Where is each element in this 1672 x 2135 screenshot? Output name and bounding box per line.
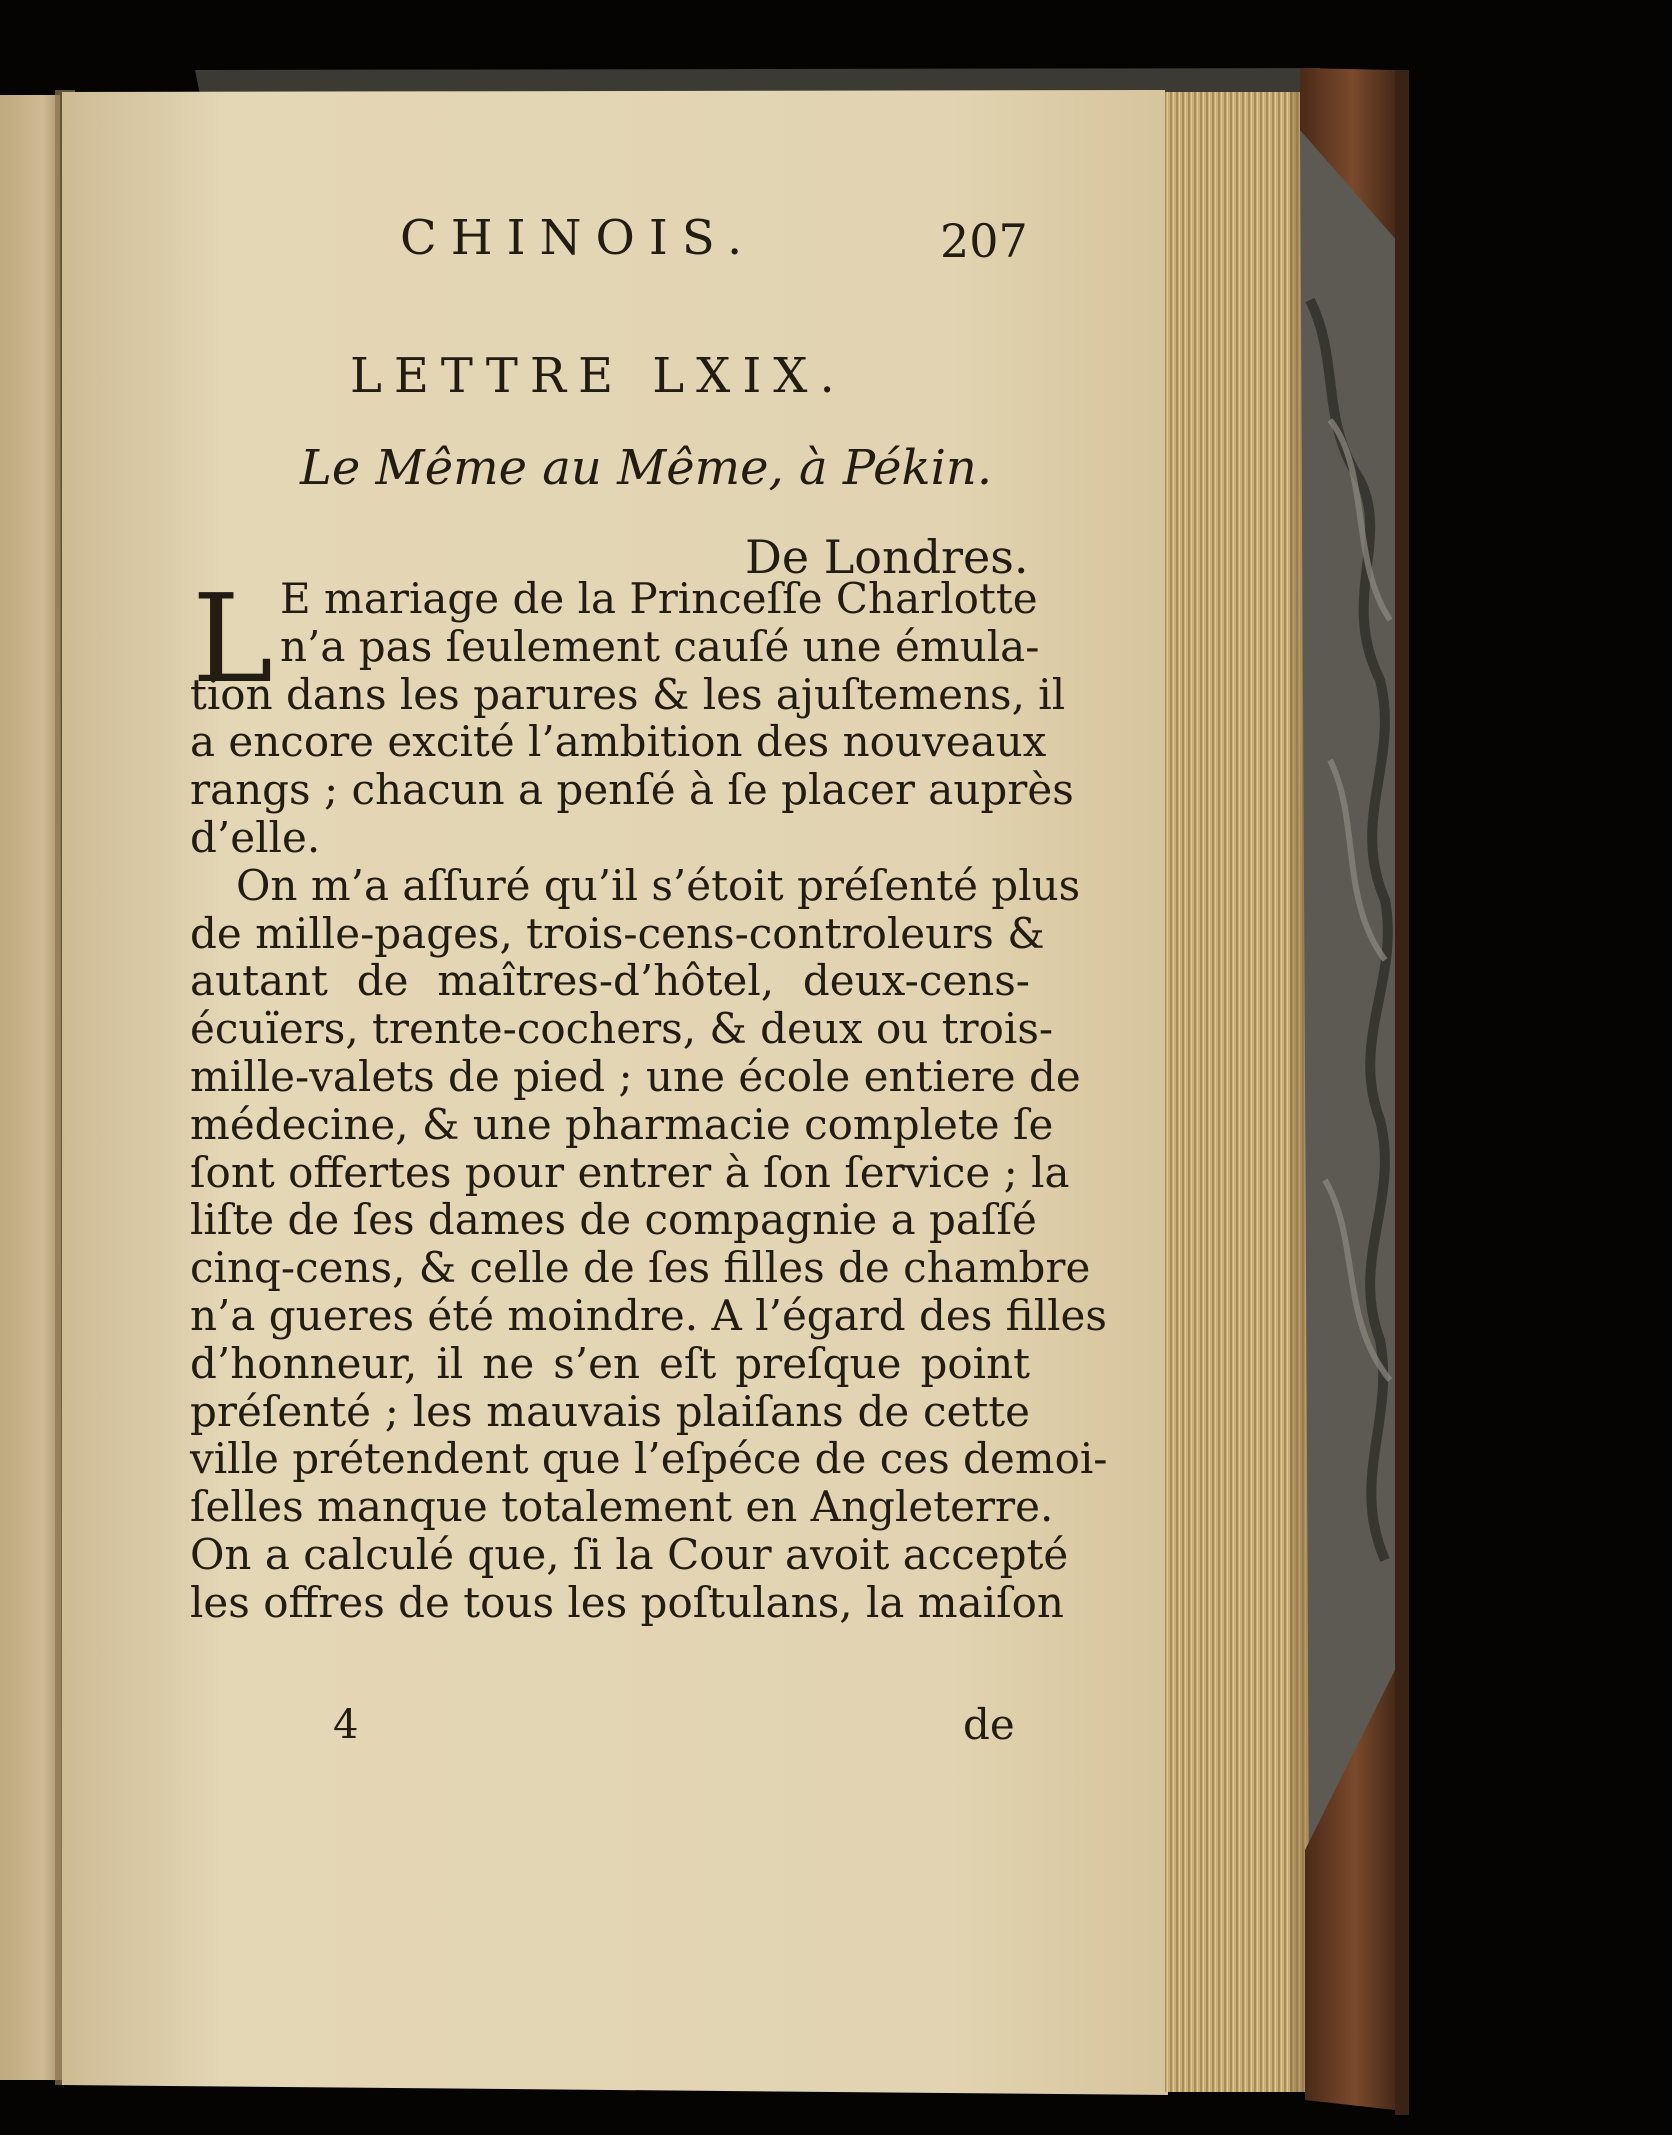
text-line: On m’a aſſuré qu’il s’étoit préſenté plus	[236, 860, 1081, 910]
text-line: rangs ; chacun a penſé à ſe placer auprès	[190, 765, 1074, 815]
text-line: de mille-pages, trois-cens-controleurs &	[190, 908, 1045, 958]
text-line: écuïers, trente-cochers, & deux ou trois-	[190, 1004, 1054, 1054]
text-line: tion dans les parures & les ajuſtemens, il	[190, 669, 1066, 719]
text-line: d’honneur, il ne s’en eſt preſque point	[190, 1338, 1030, 1388]
signature-mark: 4	[333, 1702, 359, 1748]
text-line: cinq-cens, & celle de ſes filles de chambre	[190, 1243, 1091, 1293]
text-line: E mariage de la Princeſſe Charlotte	[280, 574, 1038, 623]
text-line: a encore excité l’ambition des nouveaux	[190, 717, 1047, 767]
leather-spine	[1395, 70, 1409, 2115]
text-line: ſont offertes pour entrer à ſon ſervice ; la	[190, 1147, 1070, 1197]
text-line: d’elle.	[190, 812, 321, 862]
left-page	[0, 95, 62, 2080]
catchword: de	[963, 1700, 1015, 1749]
salutation: Le Même au Même, à Pékin.	[300, 440, 993, 496]
text-line: n’a gueres été moindre. A l’égard des filles	[190, 1290, 1107, 1340]
text-line: ſelles manque totalement en Angleterre.	[190, 1482, 1054, 1532]
text-line: les offres de tous les poſtulans, la maiſon	[190, 1577, 1064, 1627]
place-line: De Londres.	[745, 530, 1029, 584]
text-line: ville prétendent que l’eſpéce de ces demoi-	[190, 1434, 1108, 1484]
running-header	[0, 210, 1672, 270]
letter-title: LETTRE LXIX.	[350, 348, 847, 404]
text-line: médecine, & une pharmacie complete ſe	[190, 1099, 1054, 1149]
letter-body	[190, 568, 1108, 1627]
running-title: CHINOIS.	[400, 210, 757, 266]
drop-cap: L	[192, 568, 274, 710]
text-line: préſenté ; les mauvais plaiſans de cette	[190, 1386, 1030, 1436]
text-line: autant de maîtres-d’hôtel, deux-cens-	[190, 956, 1030, 1006]
page-number: 207	[940, 214, 1028, 268]
text-line: On a calculé que, ſi la Cour avoit accepté	[190, 1529, 1069, 1579]
text-line: n’a pas ſeulement cauſé une émula-	[280, 621, 1040, 671]
text-line: liſte de ſes dames de compagnie a paſſé	[190, 1195, 1037, 1245]
text-line: mille-valets de pied ; une école entiere de	[190, 1051, 1081, 1101]
